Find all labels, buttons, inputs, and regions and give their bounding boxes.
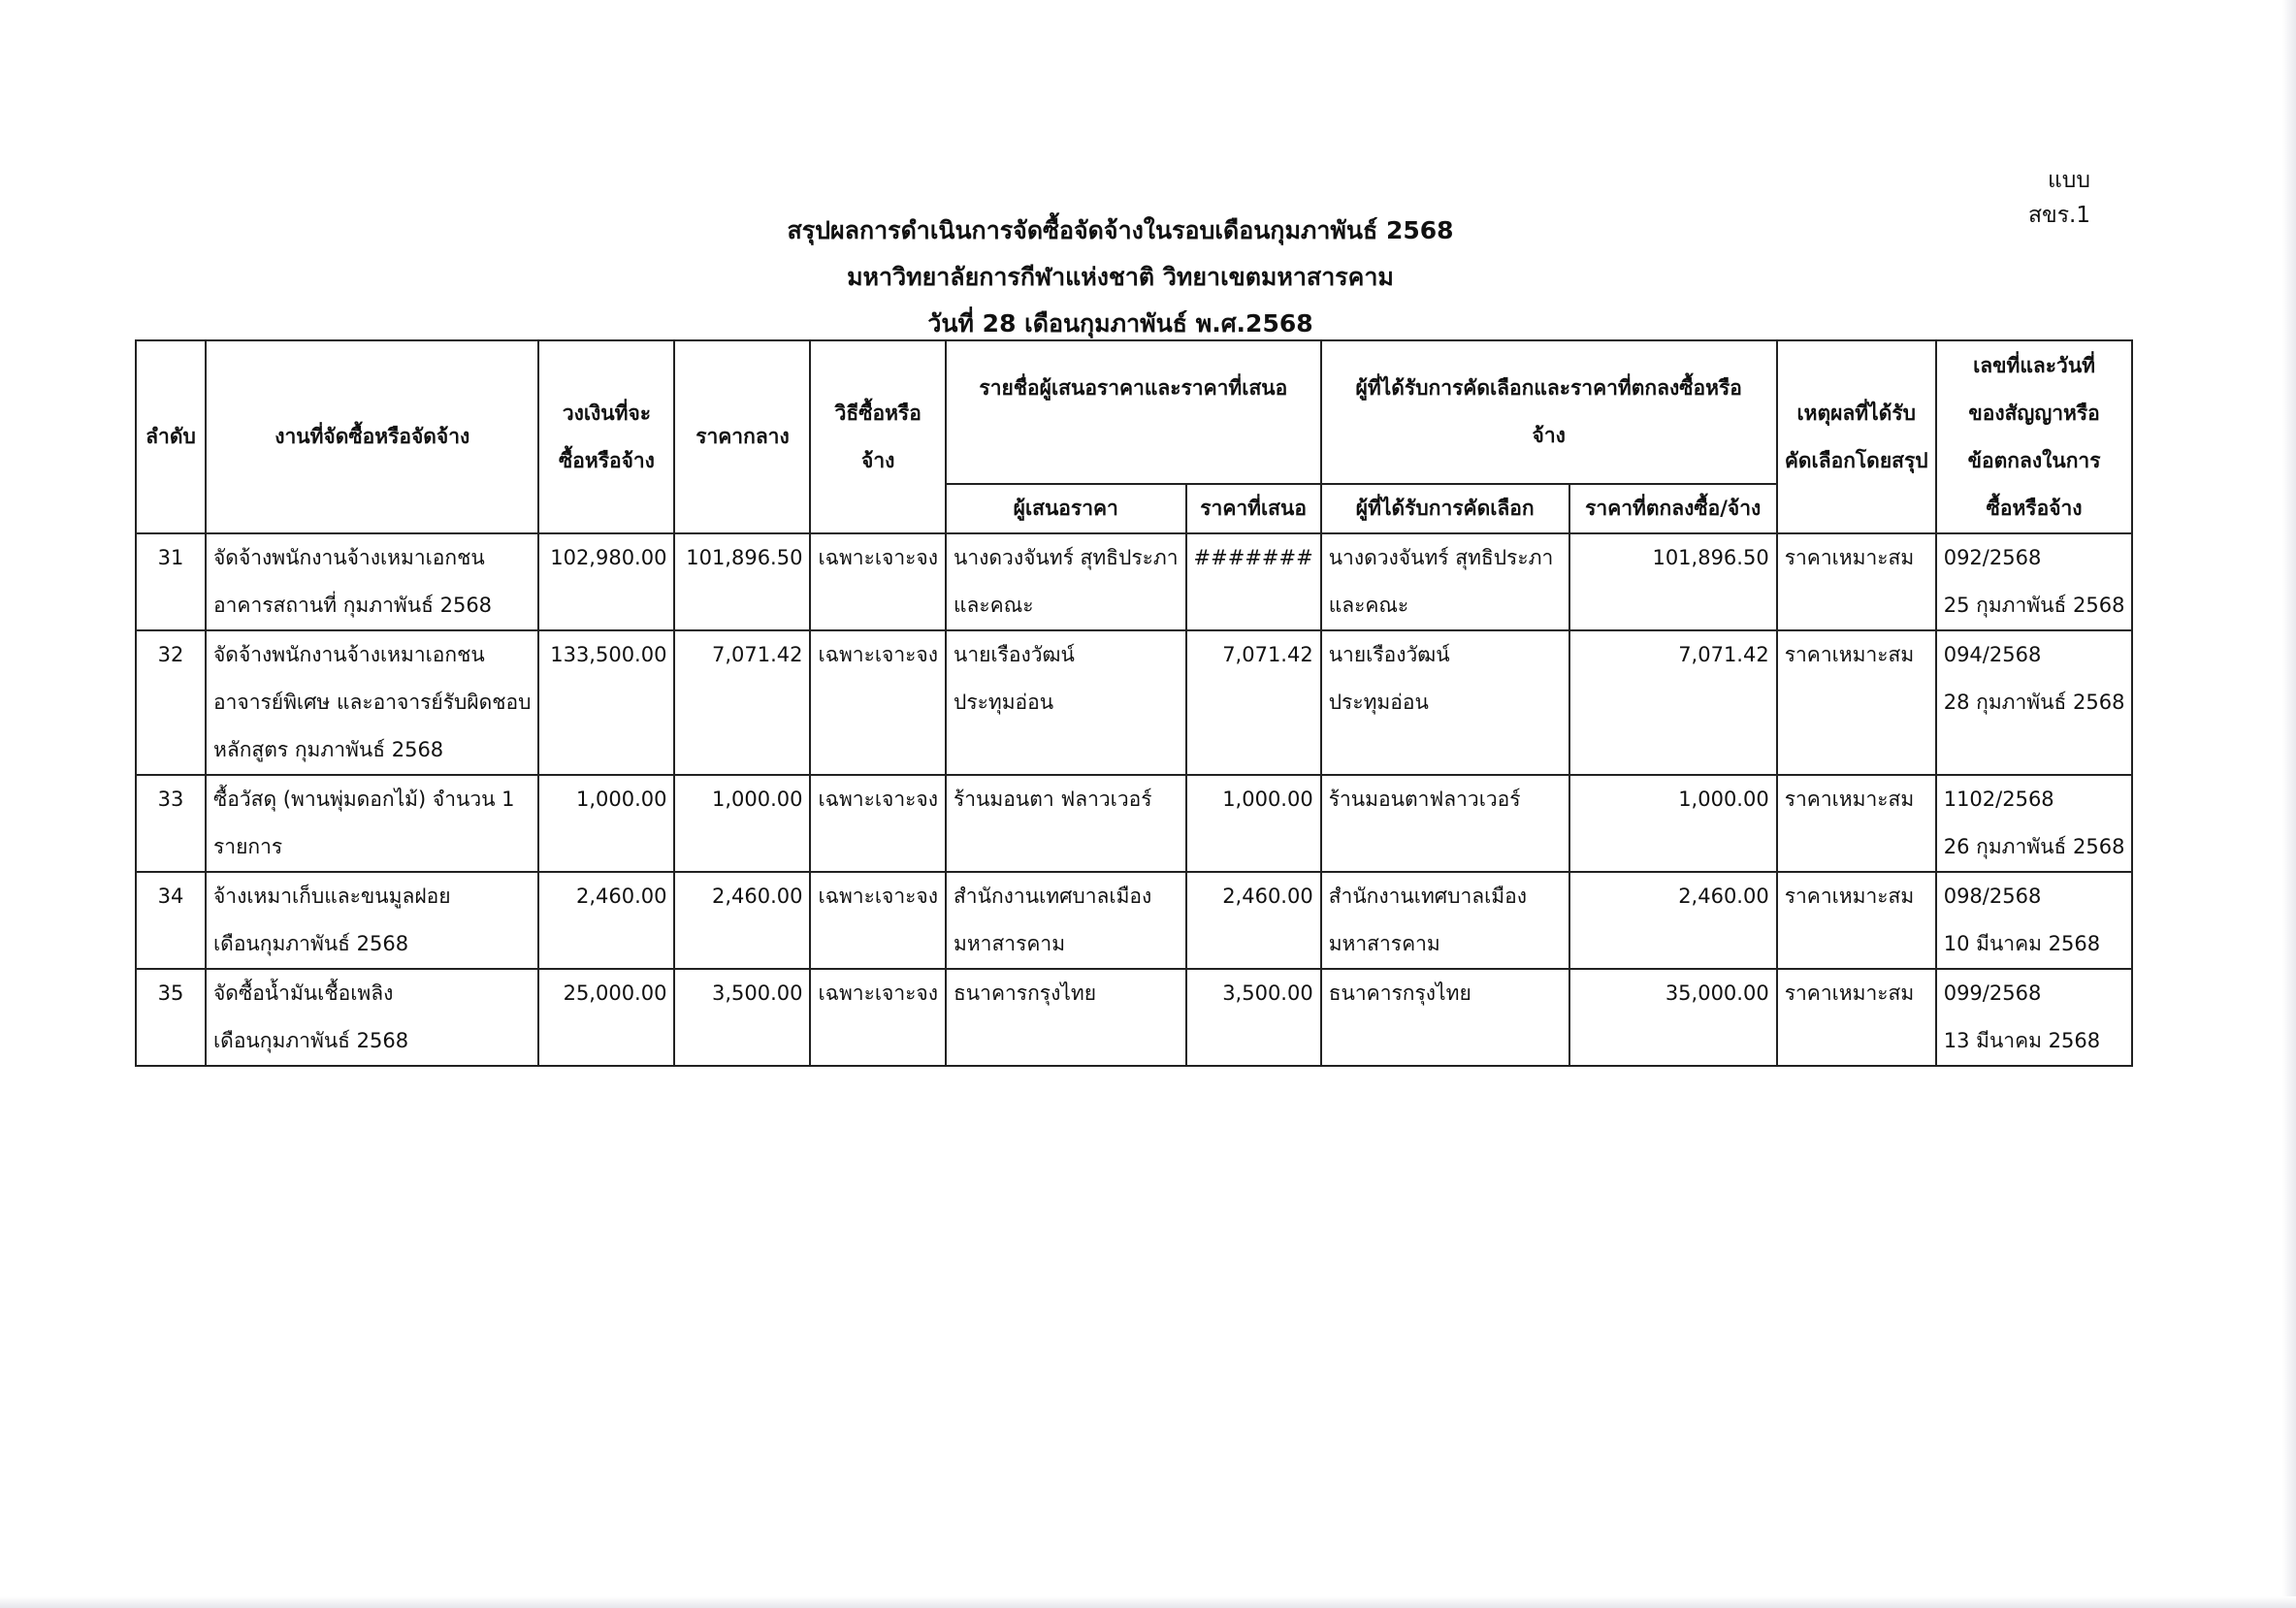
cell-reason: ราคาเหมาะสม	[1777, 533, 1936, 630]
header-bidder: ผู้เสนอราคา	[946, 484, 1186, 533]
cell-bidder-line: และคณะ	[953, 594, 1034, 617]
cell-median-price: 7,071.42	[674, 630, 810, 775]
cell-bidder	[946, 872, 1186, 969]
cell-method: เฉพาะเจาะจง	[810, 872, 946, 969]
cell-bidder-line: สำนักงานเทศบาลเมือง	[953, 884, 1152, 908]
cell-median-price: 101,896.50	[674, 533, 810, 630]
cell-contract-line: 26 กุมภาพันธ์ 2568	[1943, 835, 2125, 858]
cell-reason: ราคาเหมาะสม	[1777, 872, 1936, 969]
header-work: งานที่จัดซื้อหรือจัดจ้าง	[206, 340, 538, 533]
cell-contract-line: 1102/2568	[1943, 788, 2054, 811]
cell-selected	[1321, 872, 1569, 969]
cell-agreed-price: 101,896.50	[1569, 533, 1777, 630]
form-code: แบบ สขร.1	[2027, 168, 2090, 228]
cell-reason: ราคาเหมาะสม	[1777, 630, 1936, 775]
header-reason: เหตุผลที่ได้รับ คัดเลือกโดยสรุป	[1777, 340, 1936, 533]
cell-median-price: 3,500.00	[674, 969, 810, 1066]
cell-work-line: จัดซื้อน้ำมันเชื้อเพลิง	[213, 981, 394, 1005]
cell-median-price: 2,460.00	[674, 872, 810, 969]
cell-work-line: รายการ	[213, 835, 283, 858]
cell-selected-line: นางดวงจันทร์ สุทธิประภา	[1328, 546, 1554, 569]
table-row	[136, 872, 2132, 969]
cell-selected-line: สำนักงานเทศบาลเมือง	[1328, 884, 1528, 908]
cell-work-line: อาคารสถานที่ กุมภาพันธ์ 2568	[213, 594, 493, 617]
header-seq: ลำดับ	[136, 340, 206, 533]
cell-selected-line: นายเรืองวัฒน์	[1328, 643, 1450, 666]
cell-bid-price: 1,000.00	[1186, 775, 1321, 872]
table-row	[136, 969, 2132, 1066]
cell-selected-line: และคณะ	[1328, 594, 1409, 617]
cell-work-line: จัดจ้างพนักงานจ้างเหมาเอกชน	[213, 546, 485, 569]
document-title-block	[621, 208, 1620, 347]
cell-work	[206, 630, 538, 775]
cell-work-line: จ้างเหมาเก็บและขนมูลฝอย	[213, 884, 451, 908]
cell-method: เฉพาะเจาะจง	[810, 630, 946, 775]
header-budget: วงเงินที่จะ ซื้อหรือจ้าง	[538, 340, 674, 533]
cell-contract	[1936, 533, 2133, 630]
cell-seq: 35	[136, 969, 206, 1066]
cell-budget: 133,500.00	[538, 630, 674, 775]
cell-work	[206, 533, 538, 630]
cell-bidder-line: นายเรืองวัฒน์	[953, 643, 1075, 666]
cell-work-line: อาจารย์พิเศษ และอาจารย์รับผิดชอบ	[213, 691, 532, 714]
procurement-summary-table	[135, 339, 2133, 1067]
header-contract: เลขที่และวันที่ ของสัญญาหรือ ข้อตกลงในการ ซื้อหรือจ้าง	[1936, 340, 2133, 533]
cell-reason: ราคาเหมาะสม	[1777, 969, 1936, 1066]
cell-contract-line: 25 กุมภาพันธ์ 2568	[1943, 594, 2125, 617]
cell-work-line: หลักสูตร กุมภาพันธ์ 2568	[213, 738, 444, 761]
cell-contract-line: 092/2568	[1943, 546, 2042, 569]
table-body	[136, 533, 2132, 1066]
table-row	[136, 630, 2132, 775]
header-selected: ผู้ที่ได้รับการคัดเลือก	[1321, 484, 1569, 533]
cell-bidder-line: นางดวงจันทร์ สุทธิประภา	[953, 546, 1179, 569]
cell-selected-line: ประทุมอ่อน	[1328, 691, 1429, 714]
cell-contract-line: 13 มีนาคม 2568	[1943, 1029, 2101, 1052]
header-selected-group: ผู้ที่ได้รับการคัดเลือกและราคาที่ตกลงซื้อหรือ จ้าง	[1321, 340, 1777, 484]
cell-seq: 34	[136, 872, 206, 969]
report-date: วันที่ 28 เดือนกุมภาพันธ์ พ.ศ.2568	[927, 309, 1313, 338]
cell-agreed-price: 7,071.42	[1569, 630, 1777, 775]
cell-budget: 1,000.00	[538, 775, 674, 872]
cell-bidder-line: ธนาคารกรุงไทย	[953, 981, 1097, 1005]
cell-bidder	[946, 969, 1186, 1066]
cell-bidder-line: ร้านมอนตา ฟลาวเวอร์	[953, 788, 1152, 811]
header-median-price: ราคากลาง	[674, 340, 810, 533]
cell-contract-line: 28 กุมภาพันธ์ 2568	[1943, 691, 2125, 714]
cell-bidder	[946, 533, 1186, 630]
header-method: วิธีซื้อหรือ จ้าง	[810, 340, 946, 533]
cell-contract	[1936, 630, 2133, 775]
cell-bid-price: #######	[1186, 533, 1321, 630]
cell-method: เฉพาะเจาะจง	[810, 533, 946, 630]
cell-work	[206, 775, 538, 872]
cell-agreed-price: 1,000.00	[1569, 775, 1777, 872]
header-bidders-group: รายชื่อผู้เสนอราคาและราคาที่เสนอ	[946, 340, 1321, 484]
cell-work-line: จัดจ้างพนักงานจ้างเหมาเอกชน	[213, 643, 485, 666]
cell-budget: 25,000.00	[538, 969, 674, 1066]
cell-selected	[1321, 533, 1569, 630]
cell-contract	[1936, 969, 2133, 1066]
cell-bidder	[946, 775, 1186, 872]
cell-seq: 31	[136, 533, 206, 630]
cell-budget: 102,980.00	[538, 533, 674, 630]
cell-seq: 33	[136, 775, 206, 872]
cell-selected	[1321, 969, 1569, 1066]
cell-contract-line: 10 มีนาคม 2568	[1943, 932, 2101, 955]
cell-work-line: เดือนกุมภาพันธ์ 2568	[213, 932, 409, 955]
cell-budget: 2,460.00	[538, 872, 674, 969]
cell-method: เฉพาะเจาะจง	[810, 969, 946, 1066]
cell-bidder	[946, 630, 1186, 775]
scan-edge-right	[2282, 0, 2296, 1608]
cell-bid-price: 3,500.00	[1186, 969, 1321, 1066]
cell-bidder-line: ประทุมอ่อน	[953, 691, 1054, 714]
cell-seq: 32	[136, 630, 206, 775]
cell-selected-line: ธนาคารกรุงไทย	[1328, 981, 1471, 1005]
cell-method: เฉพาะเจาะจง	[810, 775, 946, 872]
cell-agreed-price: 35,000.00	[1569, 969, 1777, 1066]
cell-selected-line: ร้านมอนตาฟลาวเวอร์	[1328, 788, 1521, 811]
cell-work-line: ซื้อวัสดุ (พานพุ่มดอกไม้) จำนวน 1	[213, 788, 515, 811]
cell-contract-line: 099/2568	[1943, 981, 2042, 1005]
cell-bidder-line: มหาสารคาม	[953, 932, 1066, 955]
cell-contract-line: 098/2568	[1943, 884, 2042, 908]
cell-work	[206, 872, 538, 969]
cell-contract-line: 094/2568	[1943, 643, 2042, 666]
cell-work	[206, 969, 538, 1066]
cell-median-price: 1,000.00	[674, 775, 810, 872]
cell-bid-price: 7,071.42	[1186, 630, 1321, 775]
scan-edge-bottom	[0, 1596, 2296, 1608]
header-agreed-price: ราคาที่ตกลงซื้อ/จ้าง	[1569, 484, 1777, 533]
header-row-main	[136, 340, 2132, 484]
table-row	[136, 775, 2132, 872]
cell-bid-price: 2,460.00	[1186, 872, 1321, 969]
cell-agreed-price: 2,460.00	[1569, 872, 1777, 969]
cell-contract	[1936, 775, 2133, 872]
document-title: สรุปผลการดำเนินการจัดซื้อจัดจ้างในรอบเดือนกุมภาพันธ์ 2568	[787, 216, 1454, 244]
header-bid-price: ราคาที่เสนอ	[1186, 484, 1321, 533]
cell-reason: ราคาเหมาะสม	[1777, 775, 1936, 872]
institution-name: มหาวิทยาลัยการกีฬาแห่งชาติ วิทยาเขตมหาสารคาม	[847, 263, 1394, 291]
cell-selected	[1321, 630, 1569, 775]
cell-selected-line: มหาสารคาม	[1328, 932, 1440, 955]
cell-contract	[1936, 872, 2133, 969]
cell-selected	[1321, 775, 1569, 872]
cell-work-line: เดือนกุมภาพันธ์ 2568	[213, 1029, 409, 1052]
table-row	[136, 533, 2132, 630]
